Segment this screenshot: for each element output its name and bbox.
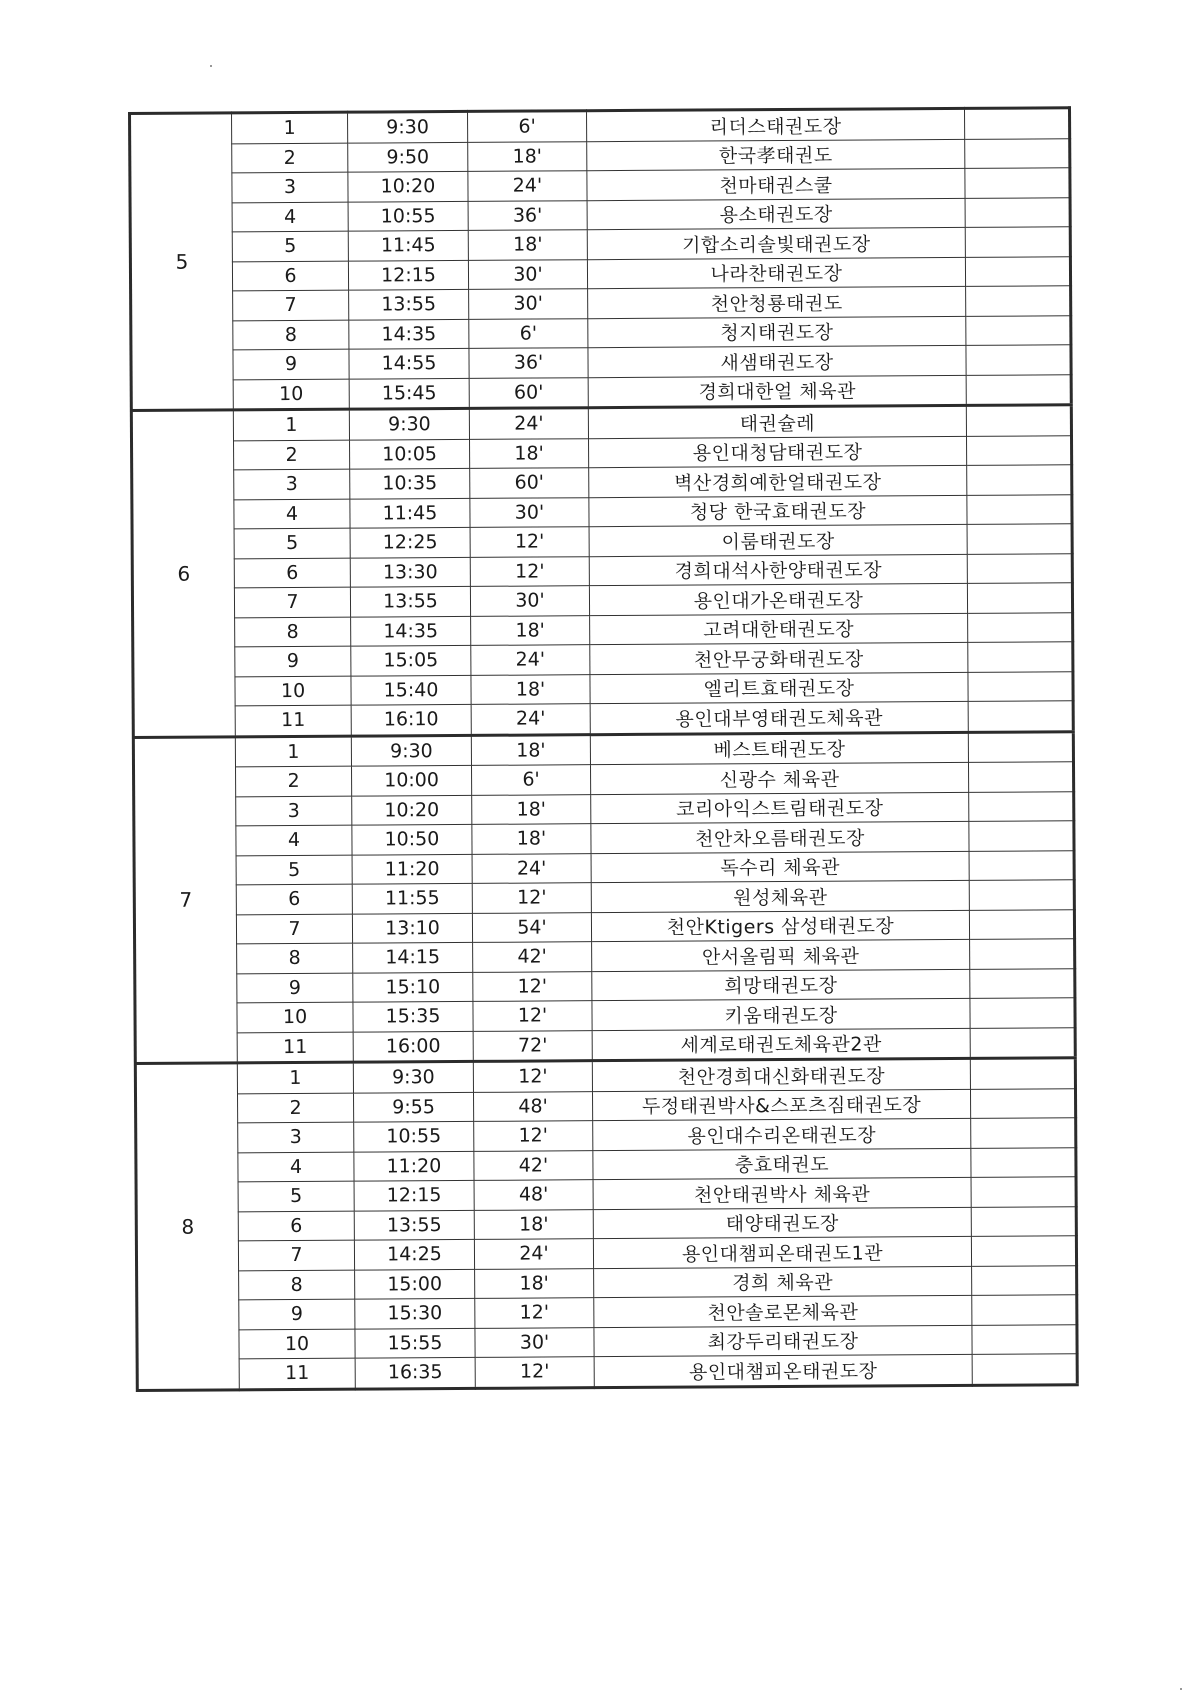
order-cell: 11 — [237, 1032, 353, 1063]
duration-cell: 18' — [475, 1268, 594, 1298]
note-cell — [969, 850, 1074, 880]
order-cell: 3 — [234, 469, 350, 499]
duration-cell: 36' — [469, 348, 588, 378]
group-5-block — [130, 108, 1072, 411]
duration-cell: 36' — [468, 200, 587, 230]
order-cell: 9 — [235, 646, 351, 676]
order-cell: 2 — [232, 143, 348, 173]
time-cell: 10:55 — [354, 1121, 474, 1151]
order-cell: 6 — [238, 1211, 354, 1241]
time-cell: 9:30 — [348, 111, 468, 142]
note-cell — [964, 108, 1069, 139]
order-cell: 10 — [237, 1002, 353, 1032]
gym-name-cell: 천안경희대신화태권도장 — [592, 1058, 970, 1091]
order-cell: 9 — [237, 973, 353, 1003]
scan-speck — [1180, 1688, 1182, 1690]
duration-cell: 18' — [471, 674, 590, 704]
order-cell: 2 — [236, 766, 352, 796]
duration-cell: 42' — [474, 1150, 593, 1180]
gym-name-cell: 용소태권도장 — [587, 198, 965, 230]
time-cell: 13:55 — [354, 1210, 474, 1240]
gym-name-cell: 이룸태권도장 — [589, 524, 967, 556]
duration-cell: 42' — [473, 942, 592, 972]
group-number-cell: 7 — [133, 736, 237, 1063]
time-cell: 16:10 — [351, 704, 471, 735]
order-cell: 1 — [237, 1062, 353, 1093]
note-cell — [965, 168, 1070, 198]
gym-name-cell: 용인대수리온태권도장 — [593, 1118, 971, 1150]
time-cell: 14:25 — [354, 1239, 474, 1269]
note-cell — [968, 731, 1073, 762]
duration-cell: 12' — [470, 527, 589, 557]
duration-cell: 48' — [474, 1180, 593, 1210]
note-cell — [971, 1236, 1076, 1266]
time-cell: 12:15 — [354, 1180, 474, 1210]
order-cell: 1 — [232, 112, 348, 143]
note-cell — [968, 642, 1073, 672]
gym-name-cell: 최강두리태권도장 — [594, 1325, 972, 1357]
note-cell — [972, 1265, 1077, 1295]
order-cell: 7 — [236, 914, 352, 944]
note-cell — [971, 1206, 1076, 1236]
time-cell: 15:40 — [351, 675, 471, 705]
note-cell — [967, 583, 1072, 613]
duration-cell: 54' — [472, 912, 591, 942]
time-cell: 10:20 — [348, 171, 468, 201]
gym-name-cell: 용인대가온태권도장 — [589, 583, 967, 615]
order-cell: 10 — [233, 379, 349, 410]
gym-name-cell: 새샘태권도장 — [588, 345, 966, 377]
duration-cell: 12' — [475, 1298, 594, 1328]
duration-cell: 72' — [473, 1030, 592, 1061]
order-cell: 9 — [239, 1299, 355, 1329]
duration-cell: 18' — [474, 1209, 593, 1239]
order-cell: 9 — [233, 349, 349, 379]
note-cell — [967, 553, 1072, 583]
duration-cell: 18' — [468, 230, 587, 260]
note-cell — [968, 612, 1073, 642]
time-cell: 9:30 — [349, 408, 469, 439]
gym-name-cell: 독수리 체육관 — [591, 851, 969, 883]
time-cell: 13:55 — [350, 586, 470, 616]
order-cell: 7 — [234, 587, 350, 617]
order-cell: 5 — [236, 855, 352, 885]
duration-cell: 6' — [471, 765, 590, 795]
duration-cell: 12' — [474, 1121, 593, 1151]
note-cell — [967, 524, 1072, 554]
time-cell: 12:25 — [350, 527, 470, 557]
duration-cell: 12' — [475, 1357, 594, 1388]
duration-cell: 24' — [468, 171, 587, 201]
time-cell: 10:20 — [352, 795, 472, 825]
duration-cell: 12' — [470, 556, 589, 586]
group-number-cell: 8 — [135, 1063, 239, 1390]
gym-name-cell: 태양태권도장 — [593, 1207, 971, 1239]
order-cell: 1 — [233, 409, 349, 440]
gym-name-cell: 희망태권도장 — [592, 969, 970, 1001]
table-row — [137, 1354, 1077, 1390]
note-cell — [965, 138, 1070, 168]
note-cell — [966, 435, 1071, 465]
order-cell: 6 — [236, 884, 352, 914]
note-cell — [970, 939, 1075, 969]
time-cell: 9:30 — [351, 735, 471, 766]
gym-name-cell: 천마태권스쿨 — [587, 168, 965, 200]
note-cell — [972, 1295, 1077, 1325]
duration-cell: 12' — [472, 883, 591, 913]
time-cell: 9:50 — [348, 142, 468, 172]
duration-cell: 18' — [470, 438, 589, 468]
gym-name-cell: 경희대한얼 체육관 — [588, 375, 966, 408]
gym-name-cell: 두정태권박사&스포츠짐태권도장 — [592, 1089, 970, 1121]
time-cell: 15:35 — [353, 1001, 473, 1031]
note-cell — [971, 1118, 1076, 1148]
time-cell: 11:20 — [354, 1151, 474, 1181]
note-cell — [970, 998, 1075, 1028]
duration-cell: 30' — [469, 289, 588, 319]
order-cell: 8 — [235, 617, 351, 647]
note-cell — [966, 286, 1071, 316]
time-cell: 10:00 — [352, 765, 472, 795]
time-cell: 15:00 — [355, 1269, 475, 1299]
note-cell — [969, 909, 1074, 939]
note-cell — [965, 227, 1070, 257]
order-cell: 10 — [239, 1329, 355, 1359]
note-cell — [967, 494, 1072, 524]
note-cell — [972, 1354, 1077, 1385]
time-cell: 13:30 — [350, 557, 470, 587]
duration-cell: 30' — [470, 586, 589, 616]
gym-name-cell: 엘리트효태권도장 — [590, 672, 968, 704]
gym-name-cell: 키움태권도장 — [592, 998, 970, 1030]
gym-name-cell: 용인대챔피온태권도1관 — [593, 1236, 971, 1268]
time-cell: 11:45 — [350, 498, 470, 528]
time-cell: 10:55 — [348, 201, 468, 231]
time-cell: 11:20 — [352, 854, 472, 884]
note-cell — [966, 405, 1071, 436]
order-cell: 3 — [238, 1122, 354, 1152]
note-cell — [970, 1058, 1075, 1089]
time-cell: 10:50 — [352, 824, 472, 854]
gym-name-cell: 천안Ktigers 삼성태권도장 — [591, 910, 969, 942]
order-cell: 5 — [232, 231, 348, 261]
gym-name-cell: 천안솔로몬체육관 — [594, 1295, 972, 1327]
note-cell — [966, 315, 1071, 345]
gym-name-cell: 기합소리솔빛태권도장 — [587, 227, 965, 259]
time-cell: 15:45 — [349, 378, 469, 409]
order-cell: 6 — [234, 558, 350, 588]
note-cell — [965, 197, 1070, 227]
duration-cell: 18' — [472, 824, 591, 854]
time-cell: 10:35 — [350, 468, 470, 498]
note-cell — [969, 821, 1074, 851]
duration-cell: 12' — [473, 1001, 592, 1031]
duration-cell: 24' — [471, 704, 590, 735]
time-cell: 14:55 — [349, 348, 469, 378]
gym-name-cell: 한국孝태권도 — [587, 139, 965, 171]
time-cell: 9:55 — [353, 1092, 473, 1122]
duration-cell: 12' — [473, 971, 592, 1001]
gym-name-cell: 신광수 체육관 — [590, 762, 968, 794]
gym-name-cell: 천안차오름태권도장 — [591, 821, 969, 853]
order-cell: 4 — [238, 1152, 354, 1182]
time-cell: 10:05 — [350, 439, 470, 469]
duration-cell: 30' — [475, 1327, 594, 1357]
order-cell: 10 — [235, 676, 351, 706]
time-cell: 15:55 — [355, 1328, 475, 1358]
note-cell — [970, 1088, 1075, 1118]
gym-name-cell: 나라찬태권도장 — [587, 257, 965, 289]
duration-cell: 24' — [471, 645, 590, 675]
order-cell: 7 — [238, 1240, 354, 1270]
gym-name-cell: 벽산경희예한얼태권도장 — [589, 465, 967, 497]
order-cell: 6 — [232, 261, 348, 291]
order-cell: 11 — [239, 1358, 355, 1389]
group-number-cell: 5 — [130, 113, 234, 411]
order-cell: 1 — [235, 736, 351, 767]
gym-name-cell: 세계로태권도체육관2관 — [592, 1028, 970, 1061]
order-cell: 8 — [233, 320, 349, 350]
gym-name-cell: 태권슐레 — [588, 405, 966, 438]
gym-name-cell: 충효태권도 — [593, 1148, 971, 1180]
note-cell — [967, 465, 1072, 495]
time-cell: 16:35 — [355, 1357, 475, 1388]
group-number-cell: 6 — [131, 410, 235, 737]
time-cell: 15:30 — [355, 1298, 475, 1328]
group-6-block — [131, 405, 1073, 737]
gym-name-cell: 안서올림픽 체육관 — [592, 939, 970, 971]
order-cell: 3 — [236, 796, 352, 826]
time-cell: 14:35 — [351, 616, 471, 646]
duration-cell: 30' — [468, 259, 587, 289]
order-cell: 8 — [237, 943, 353, 973]
order-cell: 5 — [238, 1181, 354, 1211]
gym-name-cell: 베스트태권도장 — [590, 732, 968, 765]
duration-cell: 18' — [472, 794, 591, 824]
note-cell — [968, 762, 1073, 792]
time-cell: 12:15 — [348, 260, 468, 290]
time-cell: 14:35 — [349, 319, 469, 349]
gym-name-cell: 코리아익스트림태권도장 — [591, 792, 969, 824]
gym-name-cell: 원성체육관 — [591, 880, 969, 912]
note-cell — [971, 1147, 1076, 1177]
gym-name-cell: 용인대부영태권도체육관 — [590, 701, 968, 734]
note-cell — [969, 791, 1074, 821]
group-7-block — [133, 731, 1075, 1063]
note-cell — [966, 374, 1071, 405]
note-cell — [970, 968, 1075, 998]
time-cell: 11:55 — [352, 883, 472, 913]
order-cell: 4 — [236, 825, 352, 855]
order-cell: 5 — [234, 528, 350, 558]
group-8-block — [135, 1058, 1077, 1390]
note-cell — [970, 1027, 1075, 1058]
time-cell: 16:00 — [353, 1031, 473, 1062]
gym-name-cell: 경희 체육관 — [594, 1266, 972, 1298]
gym-name-cell: 천안청룡태권도 — [588, 286, 966, 318]
time-cell: 13:10 — [352, 913, 472, 943]
duration-cell: 24' — [472, 853, 591, 883]
duration-cell: 48' — [473, 1091, 592, 1121]
order-cell: 3 — [232, 172, 348, 202]
time-cell: 14:15 — [353, 942, 473, 972]
schedule-table — [128, 106, 1079, 1391]
order-cell: 7 — [233, 290, 349, 320]
gym-name-cell: 용인대청담태권도장 — [589, 436, 967, 468]
order-cell: 11 — [235, 705, 351, 736]
gym-name-cell: 천안태권박사 체육관 — [593, 1177, 971, 1209]
note-cell — [971, 1177, 1076, 1207]
duration-cell: 6' — [469, 318, 588, 348]
note-cell — [968, 671, 1073, 701]
gym-name-cell: 리더스태권도장 — [587, 108, 965, 141]
duration-cell: 18' — [471, 615, 590, 645]
duration-cell: 6' — [468, 111, 587, 142]
order-cell: 2 — [237, 1093, 353, 1123]
order-cell: 4 — [232, 202, 348, 232]
gym-name-cell: 청지태권도장 — [588, 316, 966, 348]
scan-speck — [210, 65, 212, 67]
order-cell: 4 — [234, 499, 350, 529]
gym-name-cell: 용인대챔피온태권도장 — [594, 1354, 972, 1387]
note-cell — [969, 880, 1074, 910]
order-cell: 2 — [234, 440, 350, 470]
duration-cell: 60' — [470, 468, 589, 498]
gym-name-cell: 청당 한국효태권도장 — [589, 495, 967, 527]
time-cell: 15:05 — [351, 645, 471, 675]
time-cell: 15:10 — [353, 972, 473, 1002]
note-cell — [966, 345, 1071, 375]
duration-cell: 18' — [468, 141, 587, 171]
note-cell — [972, 1324, 1077, 1354]
gym-name-cell: 경희대석사한양태권도장 — [589, 554, 967, 586]
time-cell: 9:30 — [353, 1061, 473, 1092]
gym-name-cell: 천안무궁화태권도장 — [590, 642, 968, 674]
gym-name-cell: 고려대한태권도장 — [590, 613, 968, 645]
duration-cell: 12' — [473, 1061, 592, 1092]
note-cell — [968, 701, 1073, 732]
duration-cell: 24' — [474, 1239, 593, 1269]
note-cell — [965, 256, 1070, 286]
duration-cell: 18' — [471, 734, 590, 765]
duration-cell: 30' — [470, 497, 589, 527]
time-cell: 13:55 — [349, 289, 469, 319]
order-cell: 8 — [239, 1270, 355, 1300]
duration-cell: 24' — [469, 408, 588, 439]
duration-cell: 60' — [469, 377, 588, 408]
time-cell: 11:45 — [348, 230, 468, 260]
